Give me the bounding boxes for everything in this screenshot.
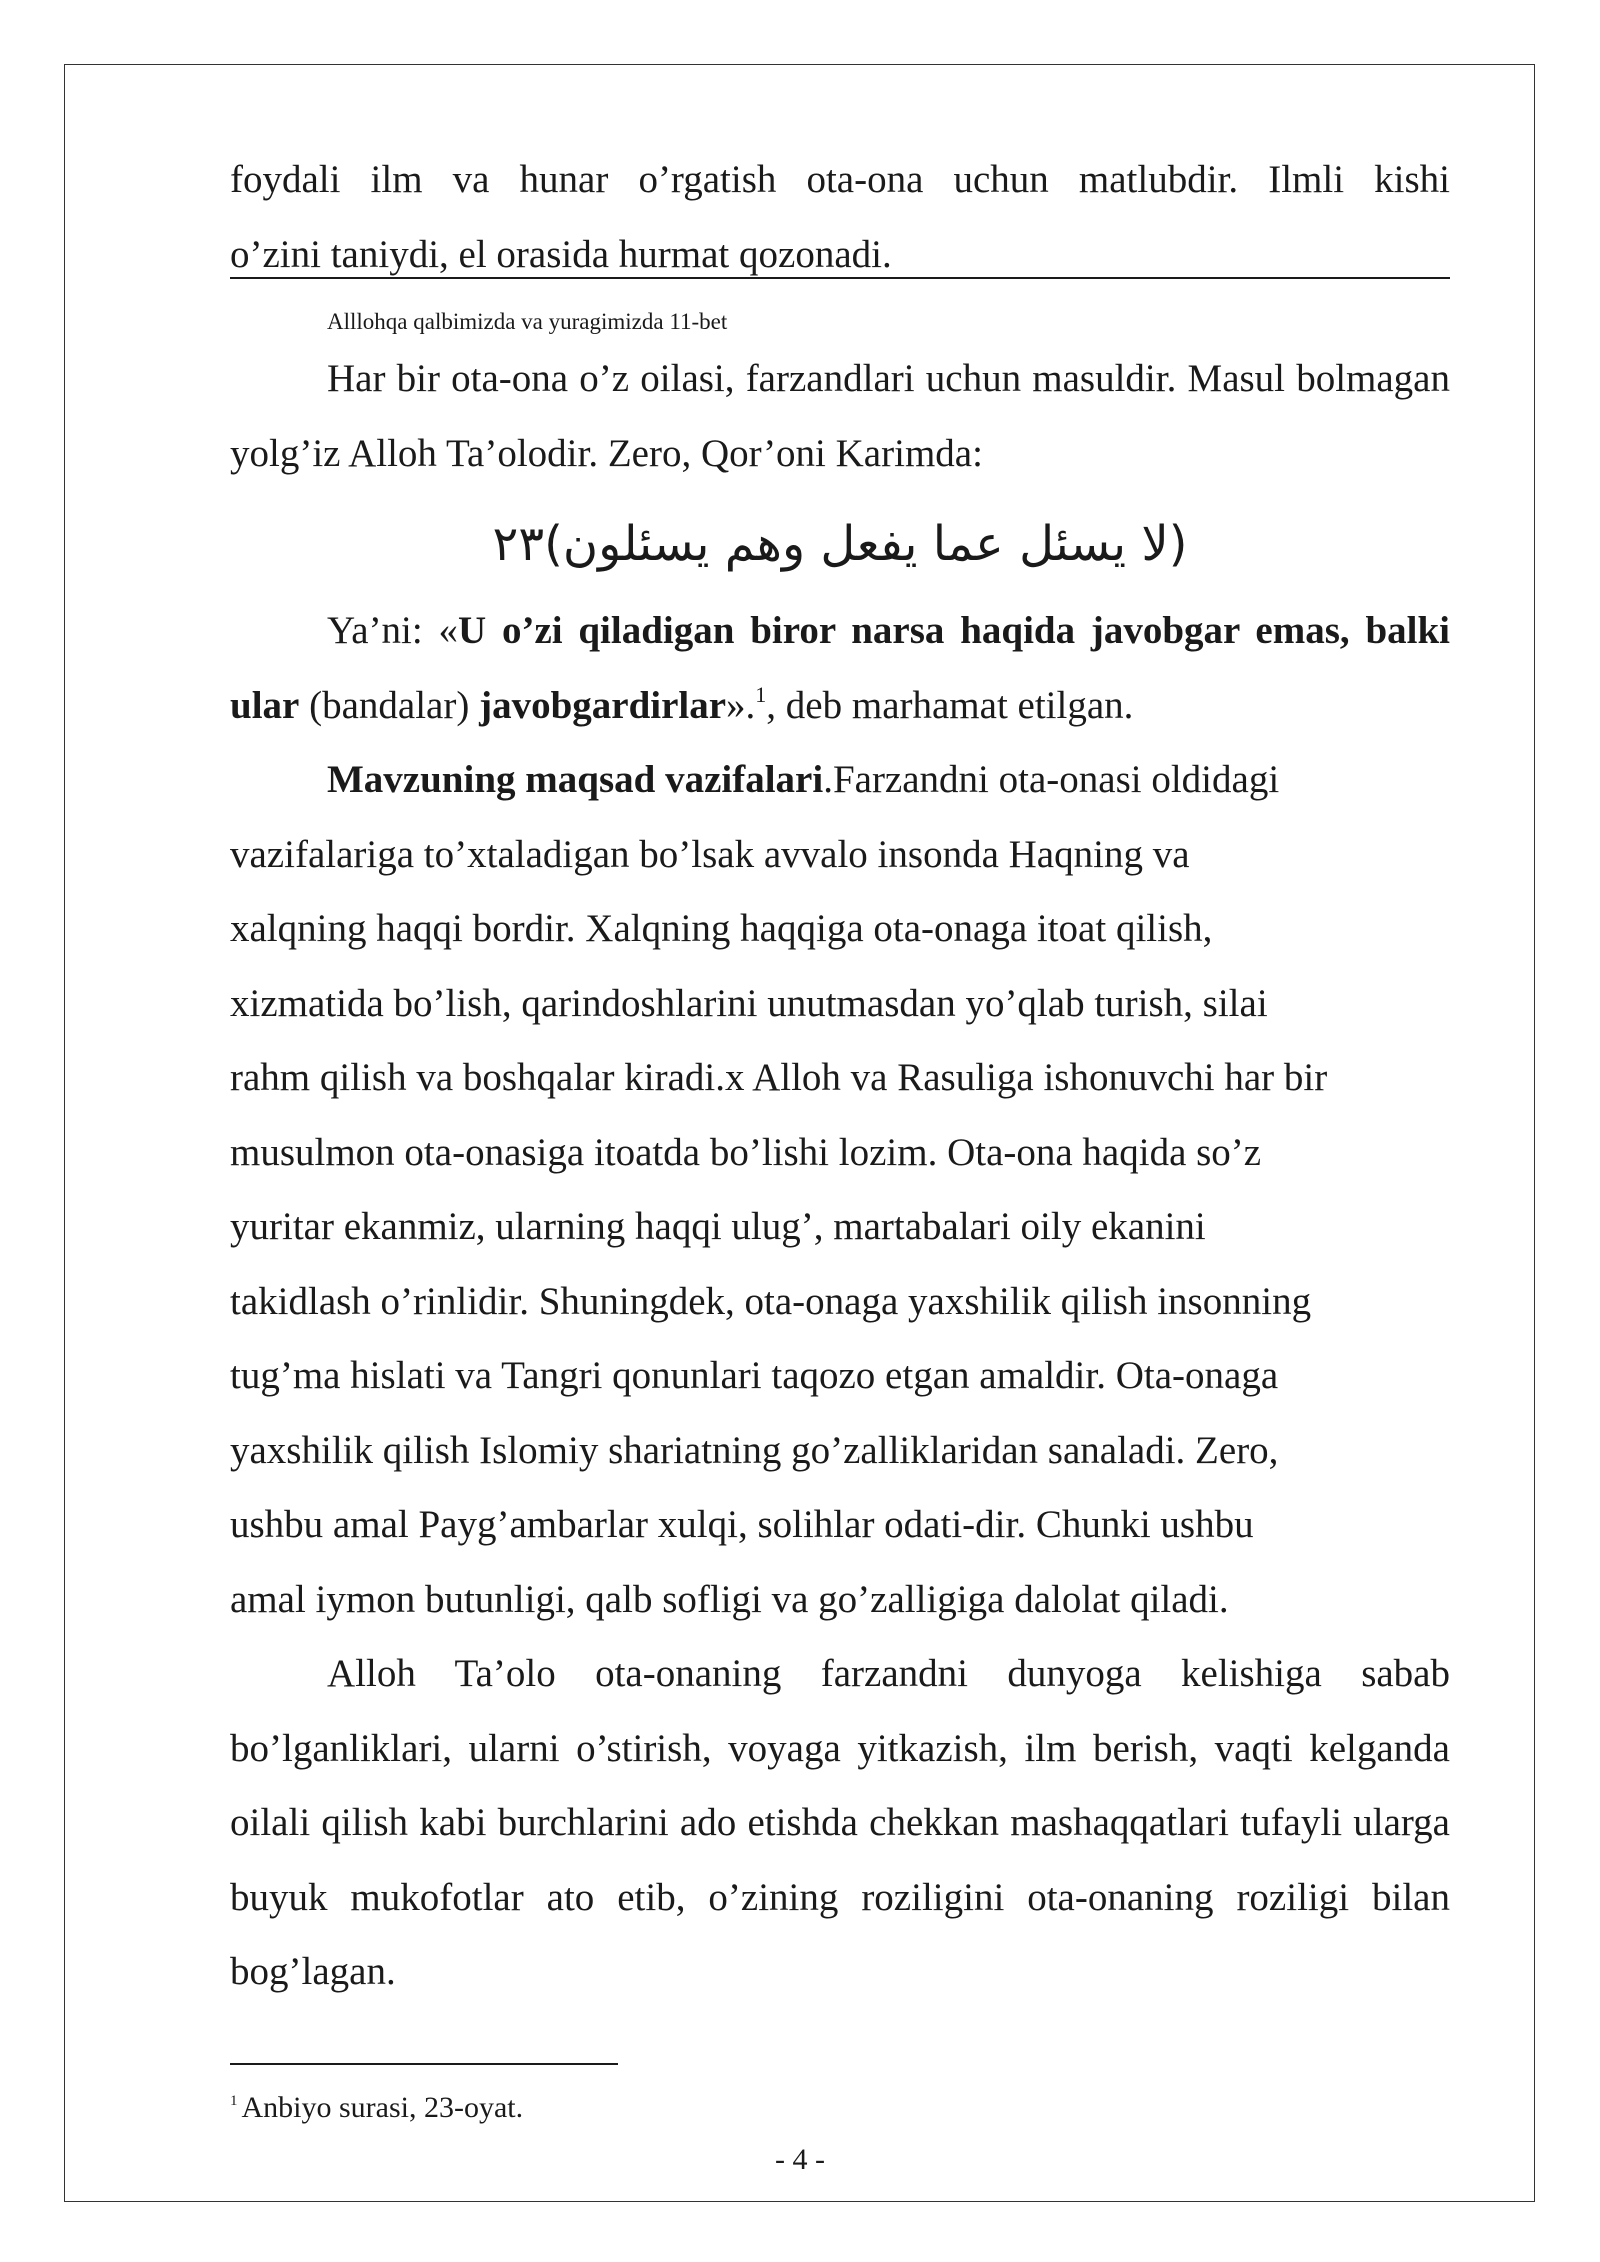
section-line: amal iymon butunligi, qalb sofligi va go’zalligiga dalolat qiladi. [230, 1577, 1229, 1621]
section-line: ushbu amal Payg’ambarlar xulqi, solihlar odati-dir. Chunki ushbu [230, 1503, 1254, 1546]
divider-rule [230, 277, 1450, 279]
footnote-text: Anbiyo surasi, 23-oyat. [241, 2091, 524, 2124]
translation-bold-2: javobgardirlar [479, 683, 727, 727]
section-paragraph [230, 743, 1450, 1637]
section-line: vazifalariga to’xtaladigan bo’lsak avvalo insonda Haqning va [230, 832, 1190, 876]
translation-text [230, 594, 1450, 743]
translation-suffix: , deb marhamat etilgan. [766, 683, 1134, 727]
top-paragraph [230, 143, 1450, 292]
page-number: - 4 - [775, 2143, 825, 2176]
arabic-verse: (لا يسئل عما يفعل وهم يسئلون)٢٣ [492, 516, 1188, 572]
section-line-1-text: .Farzandni ota-onasi oldidagi [823, 758, 1280, 801]
paragraph-1-text: Har bir ota-ona o’z oilasi, farzandlari uchun masuldir. Masul bolmagan yolg’iz Alloh Ta’olodir. Zero, Qor’oni Karimda: [230, 357, 1450, 475]
translation-normal-2: ». [726, 683, 756, 727]
translation-bold-1: U o’zi qiladigan biror narsa haqida javobgar emas, balki ular [230, 609, 1450, 727]
translation-paragraph [230, 594, 1450, 743]
section-line: xalqning haqqi bordir. Xalqning haqqiga ota-onaga itoat qilish, [230, 907, 1213, 950]
section-line: tug’ma hislati va Tangri qonunlari taqozo etgan amaldir. Ota-onaga [230, 1354, 1279, 1397]
paragraph-3-text: Alloh Ta’olo ota-onaning farzandni dunyoga kelishiga sabab bo’lganliklari, ularni o’stirish, voyaga yitkazish, ilm berish, vaqti kelganda oilali qilish kabi burchlarini ado etishda chekkan mashaqqatlari tufayli ularga buyuk mukofotlar ato etib, o’zining roziligini ota-onaning roziligi bilan bog’lagan. [230, 1652, 1450, 1993]
section-line: takidlash o’rinlidir. Shuningdek, ota-onaga yaxshilik qilish insonning [230, 1279, 1312, 1323]
top-paragraph-line-2: o’zini taniydi, el orasida hurmat qozonadi. [230, 232, 892, 276]
section-line: musulmon ota-onasiga itoatda bo’lishi lozim. Ota-ona haqida so’z [230, 1130, 1262, 1174]
top-paragraph-line-1: foydali ilm va hunar o’rgatish ota-ona uchun matlubdir. Ilmli kishi [230, 158, 1450, 201]
paragraph-3 [230, 1637, 1450, 2010]
section-line: yuritar ekanmiz, ularning haqqi ulug’, martabalari oily ekanini [230, 1205, 1206, 1248]
footnote [230, 2083, 523, 2126]
small-note: Alllohqa qalbimizda va yuragimizda 11-bet [327, 309, 728, 334]
translation-prefix: Ya’ni: « [327, 609, 459, 652]
footnote-separator [230, 2063, 618, 2065]
section-line: rahm qilish va boshqalar kiradi.x Alloh va Rasuliga ishonuvchi har bir [230, 1056, 1328, 1099]
section-line: xizmatida bo’lish, qarindoshlarini unutmasdan yo’qlab turish, silai [230, 981, 1268, 1025]
section-heading: Mavzuning maqsad vazifalari [327, 758, 824, 801]
footnote-reference: 1 [755, 681, 767, 707]
footnote-marker: 1 [230, 2093, 238, 2109]
section-line-1 [230, 743, 1450, 818]
paragraph-1 [230, 342, 1450, 491]
section-line: yaxshilik qilish Islomiy shariatning go’zalliklaridan sanaladi. Zero, [230, 1428, 1279, 1472]
translation-normal-1: (bandalar) [299, 683, 480, 727]
